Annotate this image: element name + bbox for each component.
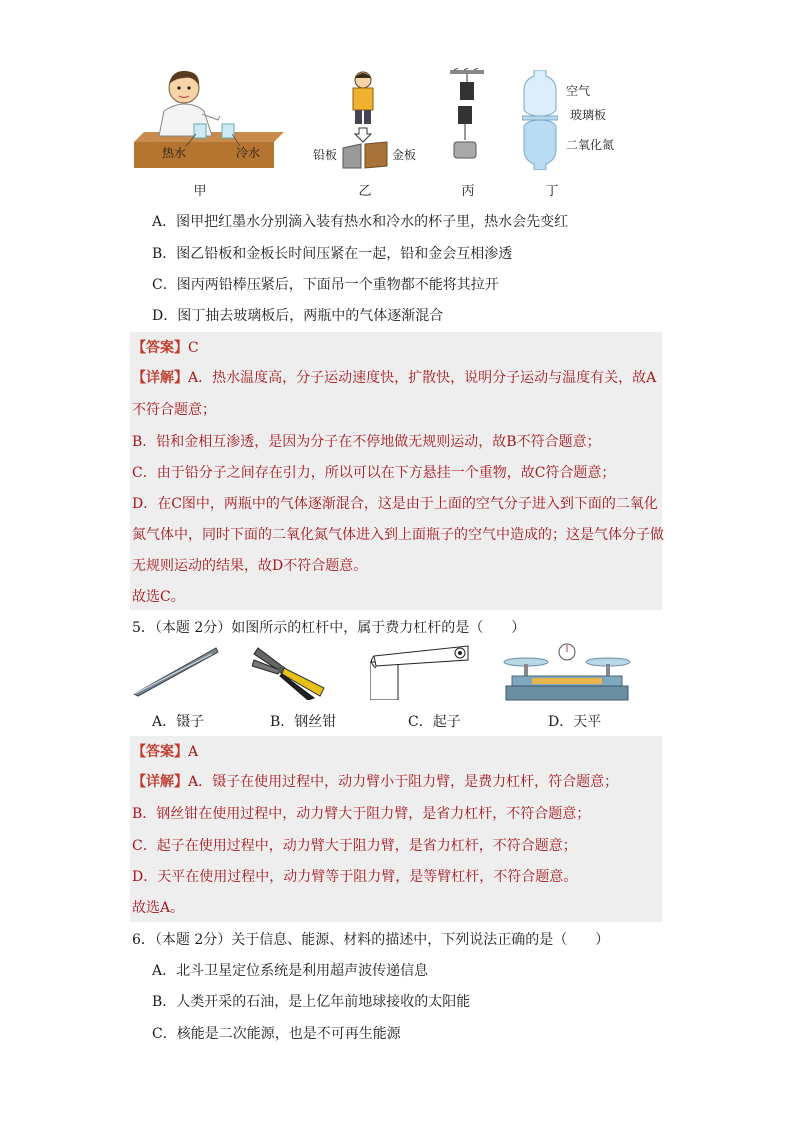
label-cold-water: 冷水	[236, 146, 261, 160]
q5-caption-c: C．起子	[408, 714, 461, 730]
answer-tag: 【答案】	[132, 340, 188, 356]
label-gold-plate: 金板	[392, 148, 417, 162]
figure-jia-illustration	[134, 66, 284, 172]
q4-answer-line	[132, 338, 199, 358]
balance-scale-illustration	[502, 640, 632, 704]
label-no2: 二氧化氮	[566, 138, 615, 152]
q4-detail-line-4: C．由于铅分子之间存在引力，所以可以在下方悬挂一个重物，故C符合题意；	[132, 465, 616, 481]
q6-option-c: C．核能是二次能源，也是不可再生能源	[152, 1026, 401, 1042]
q5-answer-line: 【答案】A	[132, 744, 199, 760]
q5-caption-b: B．钢丝钳	[270, 714, 337, 730]
q4-detail-line-5: D．在C图中，两瓶中的气体逐渐混合，这是由于上面的空气分子进入到下面的二氧化	[132, 496, 658, 512]
q6-stem: 6．（本题 2分）关于信息、能源、材料的描述中，下列说法正确的是（ ）	[132, 932, 610, 948]
q4-detail-line-1: 【详解】A．热水温度高，分子运动速度快，扩散快，说明分子运动与温度有关，故A	[132, 370, 657, 386]
q4-detail-line-7: 无规则运动的结果，故D不符合题意。	[132, 558, 368, 574]
q4-option-d: D．图丁抽去玻璃板后，两瓶中的气体逐渐混合	[152, 308, 444, 324]
q5-caption-d: D．天平	[548, 714, 602, 730]
q5-detail-line-3: C．起子在使用过程中，动力臂大于阻力臂，是省力杠杆，不符合题意；	[132, 838, 577, 854]
q4-option-c: C．图丙两铅棒压紧后，下面吊一个重物都不能将其拉开	[152, 277, 499, 293]
q5-answer-value: A	[188, 744, 199, 760]
bottle-opener-illustration	[370, 642, 470, 700]
q4-detail-line-2: 不符合题意；	[132, 402, 216, 418]
q5-detail-line-1: 【详解】A．镊子在使用过程中，动力臂小于阻力臂，是费力杠杆，符合题意；	[132, 774, 619, 790]
q4-conclusion: 故选C。	[132, 589, 185, 605]
q4-option-a: A．图甲把红墨水分别滴入装有热水和冷水的杯子里，热水会先变红	[152, 214, 569, 230]
q4-figure	[130, 66, 670, 198]
label-hot-water: 热水	[162, 146, 187, 160]
detail-tag: 【详解】	[132, 370, 188, 386]
q5-detail-line-2: B．钢丝钳在使用过程中，动力臂大于阻力臂，是省力杠杆，不符合题意；	[132, 806, 591, 822]
q4-detail-line-3: B．铅和金相互渗透，是因为分子在不停地做无规则运动，故B不符合题意；	[132, 434, 601, 450]
q4-detail-line-6: 氮气体中，同时下面的二氧化氮气体进入到上面瓶子的空气中造成的；这是气体分子做	[132, 527, 664, 543]
q4-option-b: B．图乙铅板和金板长时间压紧在一起，铅和金会互相渗透	[152, 246, 513, 262]
q6-option-b: B．人类开采的石油，是上亿年前地球接收的太阳能	[152, 994, 471, 1010]
caption-yi: 乙	[358, 184, 372, 199]
label-air: 空气	[566, 84, 591, 98]
q4-answer-value: C	[188, 340, 199, 356]
tweezers-illustration	[132, 644, 220, 698]
pliers-illustration	[252, 644, 328, 700]
q5-conclusion: 故选A。	[132, 900, 185, 916]
caption-ding: 丁	[545, 184, 559, 199]
q6-option-a: A．北斗卫星定位系统是利用超声波传递信息	[152, 963, 429, 979]
q5-answer-block	[130, 736, 662, 922]
label-lead-plate: 铅板	[313, 148, 338, 162]
caption-jia: 甲	[193, 184, 207, 199]
q5-caption-a: A．镊子	[152, 714, 205, 730]
q5-stem: 5．（本题 2分）如图所示的杠杆中，属于费力杠杆的是（ ）	[132, 620, 526, 636]
caption-bing: 丙	[461, 184, 475, 199]
figure-bing-illustration	[448, 68, 488, 172]
figure-ding-illustration	[522, 70, 558, 170]
label-glass-plate: 玻璃板	[570, 108, 607, 122]
q5-detail-line-4: D．天平在使用过程中，动力臂等于阻力臂，是等臂杠杆，不符合题意。	[132, 869, 578, 885]
